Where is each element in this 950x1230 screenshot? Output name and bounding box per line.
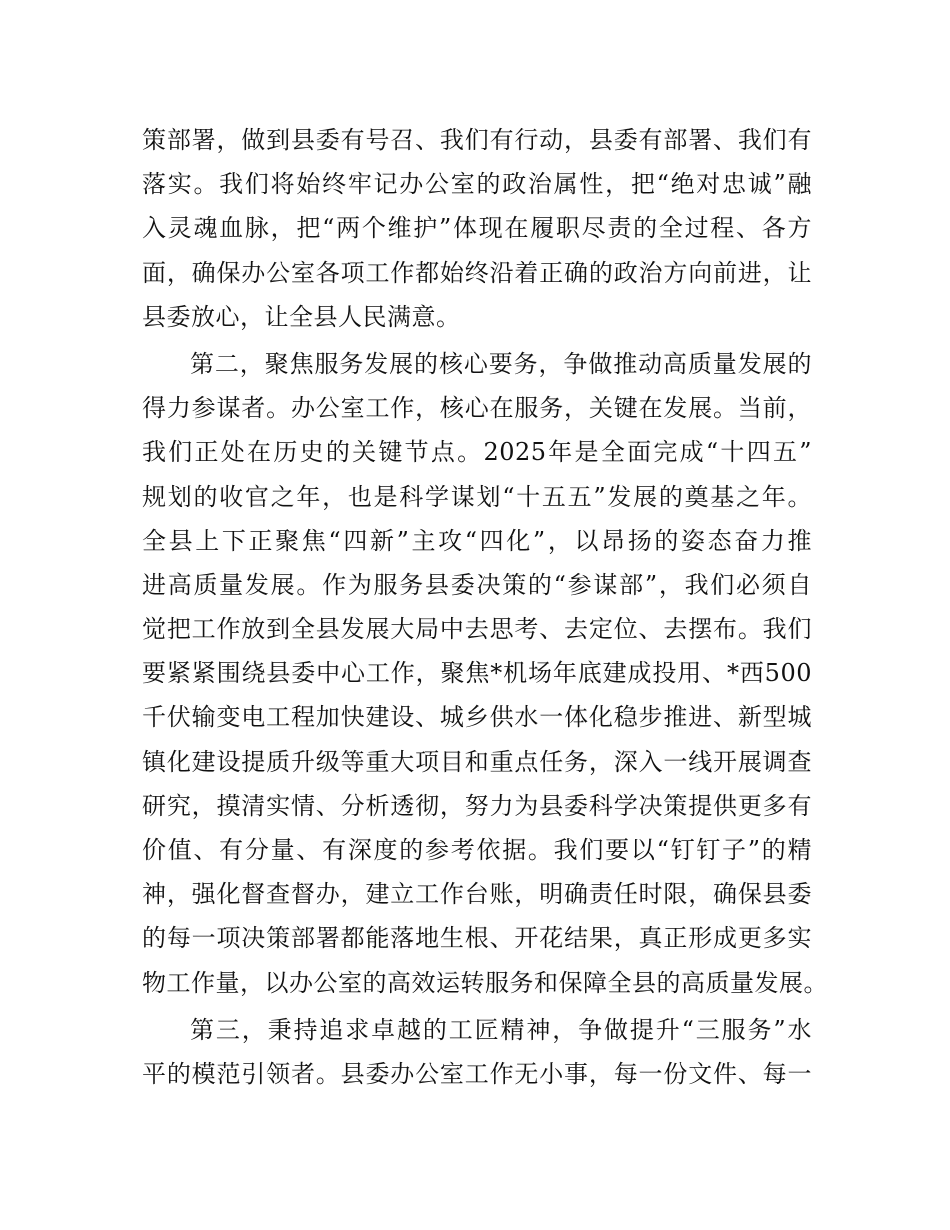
text-line: 策部署，做到县委有号召、我们有行动，县委有部署、我们有	[142, 126, 812, 154]
text-line: 千伏输变电工程加快建设、城乡供水一体化稳步推进、新型城	[142, 703, 812, 732]
text-line: 觉把工作放到全县发展大局中去思考、去定位、去摆布。我们	[142, 615, 812, 644]
text-line: 我们正处在历史的关键节点。2025年是全面完成“十四五”	[142, 438, 812, 467]
paragraph-2	[142, 342, 828, 1005]
text-line: 得力参谋者。办公室工作，核心在服务，关键在发展。当前，	[142, 394, 812, 423]
text-line: 镇化建设提质升级等重大项目和重点任务，深入一线开展调查	[142, 747, 812, 776]
text-line: 研究，摸清实情、分析透彻，努力为县委科学决策提供更多有	[142, 791, 812, 820]
text-line: 进高质量发展。作为服务县委决策的“参谋部”，我们必须自	[142, 570, 812, 599]
text-line: 全县上下正聚焦“四新”主攻“四化”，以昂扬的姿态奋力推	[142, 526, 812, 555]
text-line: 的每一项决策部署都能落地生根、开花结果，真正形成更多实	[142, 924, 812, 953]
text-line: 要紧紧围绕县委中心工作，聚焦*机场年底建成投用、*西500	[142, 659, 812, 688]
paragraph-3	[142, 1008, 812, 1096]
text-line: 平的模范引领者。县委办公室工作无小事，每一份文件、每一	[142, 1059, 812, 1088]
text-line: 入灵魂血脉，把“两个维护”体现在履职尽责的全过程、各方	[142, 214, 812, 243]
text-line: 物工作量，以办公室的高效运转服务和保障全县的高质量发展。	[142, 968, 828, 997]
text-line: 第三，秉持追求卓越的工匠精神，争做提升“三服务”水	[190, 1015, 812, 1044]
paragraph-1	[142, 118, 812, 339]
text-line: 神，强化督查督办，建立工作台账，明确责任时限，确保县委	[142, 880, 812, 909]
body-text	[142, 118, 828, 1096]
text-line: 价值、有分量、有深度的参考依据。我们要以“钉钉子”的精	[142, 836, 812, 864]
text-line: 落实。我们将始终牢记办公室的政治属性，把“绝对忠诚”融	[142, 170, 812, 199]
text-line: 规划的收官之年，也是科学谋划“十五五”发展的奠基之年。	[142, 482, 812, 511]
text-line: 第二，聚焦服务发展的核心要务，争做推动高质量发展的	[190, 349, 812, 378]
text-line: 县委放心，让全县人民满意。	[142, 302, 461, 331]
text-line: 面，确保办公室各项工作都始终沿着正确的政治方向前进，让	[142, 258, 812, 287]
